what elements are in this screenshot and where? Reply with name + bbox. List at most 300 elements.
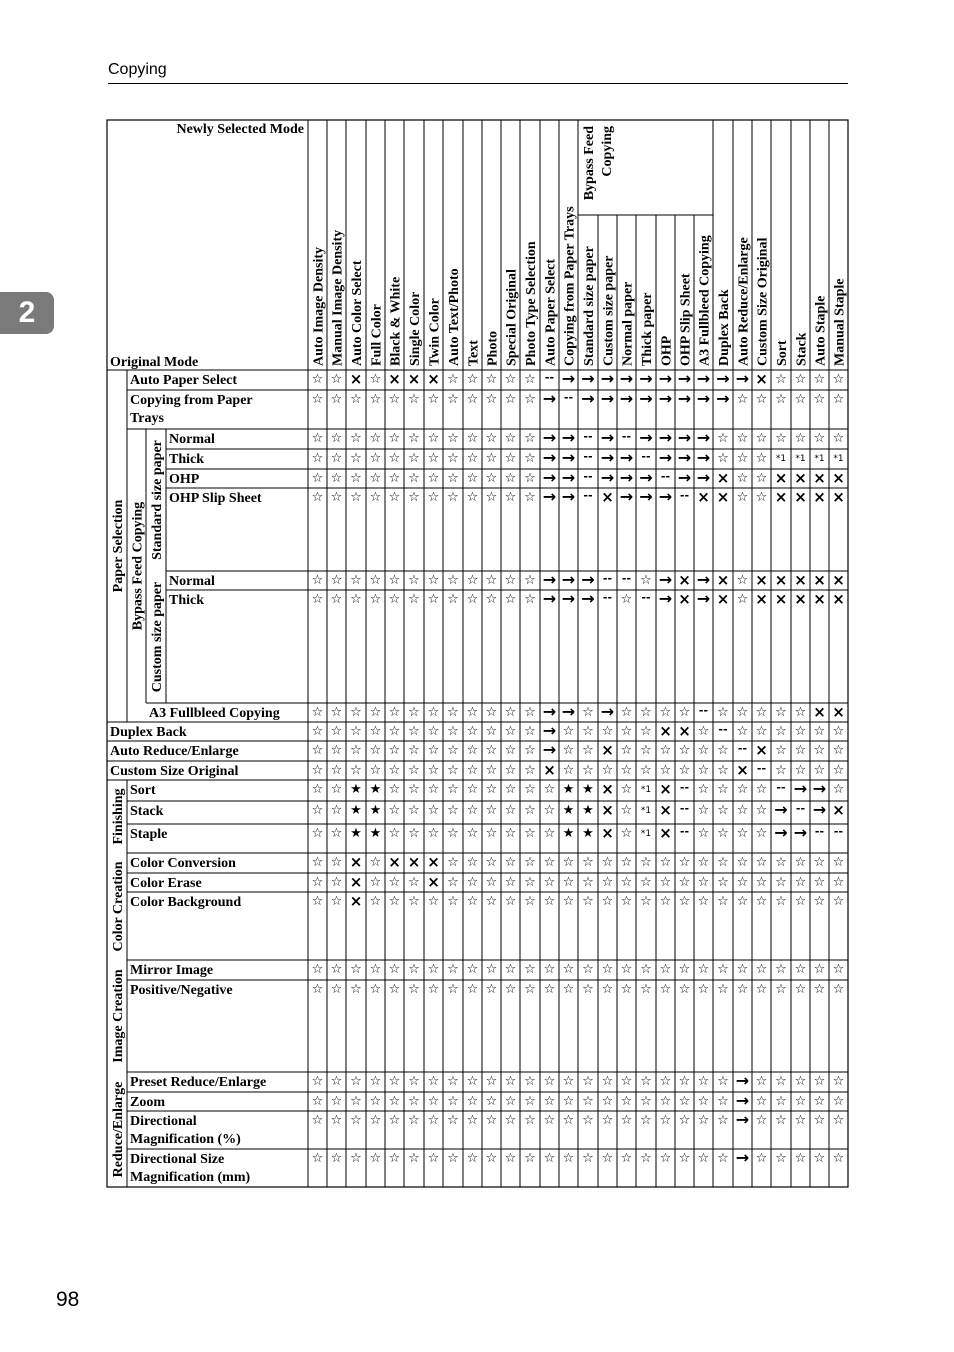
table-cell: ☆ xyxy=(408,592,420,607)
table-cell: ☆ xyxy=(388,782,401,797)
table-cell: × xyxy=(794,571,807,589)
table-cell: ☆ xyxy=(408,826,420,841)
table-cell: ☆ xyxy=(350,592,362,607)
table-cell: → xyxy=(542,570,557,589)
table-cell: ☆ xyxy=(427,743,440,758)
table-cell: ☆ xyxy=(466,982,479,997)
table-cell: ☆ xyxy=(524,826,536,841)
table-cell: ☆ xyxy=(427,592,440,607)
table-cell: ☆ xyxy=(485,743,498,758)
table-cell: ☆ xyxy=(794,875,807,890)
table-cell: ☆ xyxy=(485,894,498,909)
table-cell: × xyxy=(349,892,363,910)
table-cell: ☆ xyxy=(813,372,826,387)
column-header: Single Color xyxy=(408,291,423,366)
table-cell: ☆ xyxy=(524,855,536,870)
table-cell: ☆ xyxy=(427,451,440,466)
table-cell: → xyxy=(542,589,557,608)
table-cell: ☆ xyxy=(330,982,343,997)
table-cell: ☆ xyxy=(447,1151,459,1166)
table-cell: ☆ xyxy=(447,875,459,890)
table-cell: ☆ xyxy=(678,743,691,758)
row-group-label: Bypass Feed Copying xyxy=(130,501,146,631)
table-cell: ☆ xyxy=(427,490,440,505)
table-cell: ☆ xyxy=(794,982,807,997)
table-cell: ☆ xyxy=(832,1074,845,1089)
table-cell: ☆ xyxy=(601,1074,614,1089)
table-cell: ☆ xyxy=(659,894,672,909)
table-cell: ☆ xyxy=(427,826,440,841)
table-cell: ☆ xyxy=(543,982,556,997)
row-label: Thick xyxy=(169,593,205,608)
table-cell: ☆ xyxy=(582,982,594,997)
table-cell: ☆ xyxy=(485,962,498,977)
table-cell: ☆ xyxy=(794,724,807,739)
table-cell: -- xyxy=(679,825,690,838)
table-cell: → xyxy=(716,389,730,408)
table-cell: ☆ xyxy=(736,573,749,588)
table-cell: → xyxy=(600,702,615,721)
table-cell: -- xyxy=(679,489,690,502)
table-cell: ☆ xyxy=(659,855,672,870)
table-cell: ☆ xyxy=(717,1074,729,1089)
table-cell: ☆ xyxy=(447,803,459,818)
table-cell: ☆ xyxy=(388,592,401,607)
table-cell: ☆ xyxy=(388,1074,401,1089)
table-cell: ☆ xyxy=(697,1151,710,1166)
table-cell: ☆ xyxy=(369,372,382,387)
column-header: Manual Image Density xyxy=(330,229,346,366)
table-cell: ★ xyxy=(369,803,382,818)
column-header: Auto Staple xyxy=(813,295,829,366)
table-cell: ☆ xyxy=(369,855,382,870)
table-cell: → xyxy=(561,428,576,447)
table-cell: ☆ xyxy=(620,782,633,797)
row-label: Thick xyxy=(169,452,205,467)
table-cell: × xyxy=(774,469,788,487)
table-cell: ☆ xyxy=(388,962,401,977)
table-cell: ☆ xyxy=(466,451,479,466)
table-cell: -- xyxy=(679,802,690,815)
table-cell: ☆ xyxy=(832,372,845,387)
table-cell: × xyxy=(349,853,363,871)
table-cell: ☆ xyxy=(755,1074,768,1089)
table-cell: ☆ xyxy=(369,962,382,977)
column-group-header: Bypass Feed xyxy=(582,126,597,201)
table-cell: ☆ xyxy=(485,1113,498,1128)
table-cell: ☆ xyxy=(388,763,401,778)
table-cell: × xyxy=(601,741,614,759)
table-cell: × xyxy=(813,488,826,506)
table-cell: ☆ xyxy=(388,451,401,466)
table-cell: ☆ xyxy=(388,490,401,505)
table-cell: ☆ xyxy=(408,705,420,720)
table-cell: ☆ xyxy=(543,962,556,977)
table-cell: ☆ xyxy=(582,1074,594,1089)
table-cell: ☆ xyxy=(832,724,845,739)
table-cell: ☆ xyxy=(369,982,382,997)
table-cell: × xyxy=(659,780,672,798)
table-cell: ☆ xyxy=(736,490,749,505)
table-cell: ☆ xyxy=(408,471,420,486)
table-cell: ☆ xyxy=(485,1074,498,1089)
table-cell: → xyxy=(542,487,557,506)
table-cell: ☆ xyxy=(447,962,459,977)
table-cell: × xyxy=(813,469,826,487)
table-cell: × xyxy=(755,590,768,608)
table-cell: ☆ xyxy=(775,894,787,909)
table-cell: ☆ xyxy=(543,875,556,890)
table-cell: ☆ xyxy=(582,855,594,870)
table-cell: → xyxy=(658,389,673,408)
table-cell: → xyxy=(696,448,711,467)
table-cell: ☆ xyxy=(350,471,362,486)
table-cell: ☆ xyxy=(311,875,324,890)
table-cell: ☆ xyxy=(697,724,710,739)
table-cell: -- xyxy=(679,781,690,794)
table-cell: → xyxy=(716,369,730,388)
table-cell: ☆ xyxy=(388,875,401,890)
column-header: Stack xyxy=(794,332,810,366)
row-label: Stack xyxy=(130,804,164,819)
table-cell: ☆ xyxy=(736,875,749,890)
table-cell: ☆ xyxy=(640,763,652,778)
table-cell: × xyxy=(601,780,614,798)
table-cell: ☆ xyxy=(311,826,324,841)
row-group-label: Paper Selection xyxy=(111,499,126,593)
table-cell: ☆ xyxy=(311,1094,324,1109)
table-cell: ☆ xyxy=(524,982,536,997)
table-cell: -- xyxy=(737,742,748,755)
table-cell: × xyxy=(678,722,691,740)
table-cell: ☆ xyxy=(832,743,845,758)
row-group-label: Finishing xyxy=(111,788,126,845)
table-cell: ☆ xyxy=(562,962,575,977)
table-cell: ☆ xyxy=(775,724,787,739)
table-cell: ☆ xyxy=(755,1094,768,1109)
table-cell: ☆ xyxy=(504,392,517,407)
table-cell: ☆ xyxy=(311,705,324,720)
table-cell: ☆ xyxy=(408,431,420,446)
table-cell: × xyxy=(407,370,421,388)
table-cell: ☆ xyxy=(717,705,729,720)
table-cell: ☆ xyxy=(447,392,459,407)
table-cell: ☆ xyxy=(408,962,420,977)
table-cell: ☆ xyxy=(311,471,324,486)
table-cell: ☆ xyxy=(601,982,614,997)
table-cell: → xyxy=(561,487,576,506)
table-cell: ☆ xyxy=(369,1094,382,1109)
table-cell: → xyxy=(677,389,692,408)
table-cell: ☆ xyxy=(466,894,479,909)
table-cell: ☆ xyxy=(369,1151,382,1166)
table-cell: ☆ xyxy=(330,855,343,870)
table-cell: ☆ xyxy=(369,392,382,407)
row-group-label: Standard size paper xyxy=(150,440,165,560)
table-cell: → xyxy=(542,428,557,447)
table-cell: → xyxy=(658,369,673,388)
table-cell: ☆ xyxy=(504,451,517,466)
table-cell: ☆ xyxy=(330,592,343,607)
table-cell: ☆ xyxy=(350,982,362,997)
table-cell: ☆ xyxy=(620,763,633,778)
table-cell: ☆ xyxy=(388,392,401,407)
corner-label-newly-selected: Newly Selected Mode xyxy=(176,122,304,137)
table-cell: × xyxy=(659,801,672,819)
table-cell: ☆ xyxy=(504,782,517,797)
table-cell: ☆ xyxy=(562,1074,575,1089)
table-cell: ☆ xyxy=(466,431,479,446)
table-cell: ☆ xyxy=(620,894,633,909)
table-cell: ☆ xyxy=(832,431,845,446)
table-cell: ☆ xyxy=(659,705,672,720)
table-cell: ☆ xyxy=(485,826,498,841)
table-cell: → xyxy=(600,389,615,408)
table-cell: ☆ xyxy=(504,705,517,720)
table-cell: -- xyxy=(583,430,593,443)
table-cell: × xyxy=(678,590,691,608)
table-cell: ☆ xyxy=(330,1094,343,1109)
table-cell: ☆ xyxy=(466,490,479,505)
column-header: Sort xyxy=(775,340,790,366)
table-cell: ☆ xyxy=(466,1074,479,1089)
row-label: Zoom xyxy=(130,1095,165,1110)
table-cell: ☆ xyxy=(311,962,324,977)
table-cell: ☆ xyxy=(601,1113,614,1128)
table-cell: ☆ xyxy=(447,490,459,505)
table-cell: ☆ xyxy=(388,1151,401,1166)
table-cell: ☆ xyxy=(736,894,749,909)
table-cell: ☆ xyxy=(311,592,324,607)
table-cell: ☆ xyxy=(447,592,459,607)
table-cell: ☆ xyxy=(504,592,517,607)
table-cell: ☆ xyxy=(832,782,845,797)
column-header: Full Color xyxy=(369,304,385,366)
table-cell: ☆ xyxy=(369,724,382,739)
table-cell: ☆ xyxy=(717,803,729,818)
table-cell: ☆ xyxy=(504,1151,517,1166)
table-cell: ☆ xyxy=(717,451,729,466)
table-cell: ☆ xyxy=(408,490,420,505)
table-cell: ☆ xyxy=(775,1094,787,1109)
row-label: OHP xyxy=(169,472,200,487)
table-cell: → xyxy=(735,1091,750,1110)
table-cell: × xyxy=(697,488,710,506)
table-cell: ☆ xyxy=(447,826,459,841)
table-cell: → xyxy=(639,369,653,388)
table-cell: ☆ xyxy=(755,431,768,446)
table-cell: ☆ xyxy=(485,392,498,407)
table-cell: × xyxy=(427,853,440,871)
table-cell: ☆ xyxy=(524,490,536,505)
table-cell: ☆ xyxy=(466,743,479,758)
table-cell: ☆ xyxy=(350,573,362,588)
table-cell: ☆ xyxy=(543,1074,556,1089)
table-cell: ☆ xyxy=(620,826,633,841)
row-group-label: Reduce/Enlarge xyxy=(111,1081,126,1178)
table-cell: → xyxy=(639,487,653,506)
table-cell: -- xyxy=(583,470,593,483)
table-cell: ☆ xyxy=(582,763,594,778)
table-cell: ☆ xyxy=(408,392,420,407)
column-header: Thick paper xyxy=(640,292,655,366)
table-cell: ☆ xyxy=(582,875,594,890)
table-cell: ☆ xyxy=(369,1113,382,1128)
table-cell: ☆ xyxy=(659,875,672,890)
table-cell: × xyxy=(349,370,363,388)
table-cell: ☆ xyxy=(330,962,343,977)
table-cell: ☆ xyxy=(311,490,324,505)
table-cell: ★ xyxy=(350,782,362,797)
table-cell: ★ xyxy=(350,803,362,818)
table-cell: → xyxy=(735,1071,750,1090)
table-cell: ★ xyxy=(369,782,382,797)
table-cell: ☆ xyxy=(832,855,845,870)
table-cell: × xyxy=(832,703,845,721)
table-cell: × xyxy=(794,488,807,506)
table-cell: *1 xyxy=(833,454,844,464)
table-cell: ☆ xyxy=(640,875,652,890)
table-cell: ☆ xyxy=(717,855,729,870)
table-cell: → xyxy=(600,369,615,388)
table-cell: -- xyxy=(641,450,651,463)
table-cell: ☆ xyxy=(350,431,362,446)
table-cell: ☆ xyxy=(775,705,787,720)
table-cell: *1 xyxy=(640,785,652,795)
table-cell: ☆ xyxy=(350,705,362,720)
table-cell: ☆ xyxy=(504,962,517,977)
table-cell: *1 xyxy=(640,829,652,839)
table-cell: × xyxy=(659,824,672,842)
table-cell: ☆ xyxy=(311,372,324,387)
table-cell: -- xyxy=(583,489,593,502)
table-cell: ☆ xyxy=(678,1074,691,1089)
table-cell: ☆ xyxy=(504,724,517,739)
table-cell: ☆ xyxy=(736,855,749,870)
table-cell: ☆ xyxy=(485,763,498,778)
table-cell: ☆ xyxy=(447,471,459,486)
table-cell: ☆ xyxy=(582,1094,594,1109)
table-cell: × xyxy=(388,853,401,871)
column-header: Normal paper xyxy=(620,281,636,366)
table-cell: ☆ xyxy=(755,705,768,720)
table-cell: ☆ xyxy=(736,803,749,818)
table-cell: ☆ xyxy=(736,592,749,607)
table-cell: ☆ xyxy=(447,573,459,588)
table-cell: ★ xyxy=(562,826,575,841)
table-cell: ☆ xyxy=(330,724,343,739)
table-cell: × xyxy=(755,741,768,759)
table-cell: ☆ xyxy=(524,803,536,818)
table-cell: ☆ xyxy=(717,962,729,977)
table-cell: ☆ xyxy=(466,1151,479,1166)
row-group-label: Custom size paper xyxy=(150,581,165,693)
table-cell: → xyxy=(696,589,711,608)
table-cell: ☆ xyxy=(640,1113,652,1128)
table-cell: ☆ xyxy=(311,782,324,797)
table-cell: ☆ xyxy=(485,490,498,505)
table-cell: ☆ xyxy=(330,471,343,486)
table-cell: ☆ xyxy=(794,1094,807,1109)
table-cell: ☆ xyxy=(524,471,536,486)
table-cell: ☆ xyxy=(620,1151,633,1166)
table-cell: ☆ xyxy=(717,982,729,997)
table-cell: × xyxy=(774,590,788,608)
table-cell: ☆ xyxy=(659,962,672,977)
table-cell: → xyxy=(677,448,692,467)
table-cell: → xyxy=(619,487,634,506)
table-cell: -- xyxy=(776,781,786,794)
table-cell: ☆ xyxy=(330,431,343,446)
table-cell: ☆ xyxy=(350,392,362,407)
table-cell: ☆ xyxy=(794,743,807,758)
row-label: Normal xyxy=(169,574,215,589)
table-cell: ☆ xyxy=(659,763,672,778)
row-label: Copying from Paper xyxy=(130,393,253,408)
table-cell: ☆ xyxy=(832,1094,845,1109)
table-cell: ☆ xyxy=(813,431,826,446)
table-cell: ☆ xyxy=(659,1113,672,1128)
table-cell: ☆ xyxy=(504,1094,517,1109)
table-cell: ☆ xyxy=(562,763,575,778)
table-cell: ☆ xyxy=(717,1113,729,1128)
table-cell: → xyxy=(677,428,692,447)
table-cell: ☆ xyxy=(369,451,382,466)
table-cell: ☆ xyxy=(697,1113,710,1128)
table-cell: ☆ xyxy=(678,962,691,977)
table-cell: ☆ xyxy=(755,392,768,407)
table-cell: ☆ xyxy=(466,1113,479,1128)
table-cell: ☆ xyxy=(427,1151,440,1166)
table-cell: ☆ xyxy=(311,392,324,407)
table-cell: ☆ xyxy=(504,894,517,909)
row-label: Custom Size Original xyxy=(110,764,239,779)
table-cell: ☆ xyxy=(755,855,768,870)
table-cell: ★ xyxy=(350,826,362,841)
table-cell: ☆ xyxy=(697,875,710,890)
row-group-label: Color Creation xyxy=(111,861,126,952)
table-cell: ☆ xyxy=(601,1094,614,1109)
table-cell: × xyxy=(427,873,440,891)
table-cell: ☆ xyxy=(466,875,479,890)
column-header: Photo Type Selection xyxy=(524,241,539,366)
table-cell: ☆ xyxy=(350,451,362,466)
table-cell: ☆ xyxy=(524,705,536,720)
table-cell: ☆ xyxy=(659,1094,672,1109)
table-cell: ☆ xyxy=(582,724,594,739)
column-group-header: Copying xyxy=(600,126,615,177)
table-cell: ☆ xyxy=(697,763,710,778)
table-cell: ☆ xyxy=(775,763,787,778)
table-cell: ☆ xyxy=(524,431,536,446)
table-cell: ☆ xyxy=(447,1094,459,1109)
table-cell: ☆ xyxy=(369,875,382,890)
table-cell: ☆ xyxy=(447,855,459,870)
table-cell: ☆ xyxy=(524,592,536,607)
table-cell: ☆ xyxy=(640,743,652,758)
table-cell: ☆ xyxy=(601,724,614,739)
table-cell: ☆ xyxy=(620,803,633,818)
table-cell: ☆ xyxy=(311,1074,324,1089)
table-cell: × xyxy=(832,801,845,819)
table-cell: ☆ xyxy=(775,1151,787,1166)
table-cell: ☆ xyxy=(620,982,633,997)
table-cell: ☆ xyxy=(697,826,710,841)
table-cell: ☆ xyxy=(408,1151,420,1166)
table-cell: ☆ xyxy=(717,743,729,758)
table-cell: ☆ xyxy=(447,982,459,997)
table-cell: ☆ xyxy=(697,982,710,997)
